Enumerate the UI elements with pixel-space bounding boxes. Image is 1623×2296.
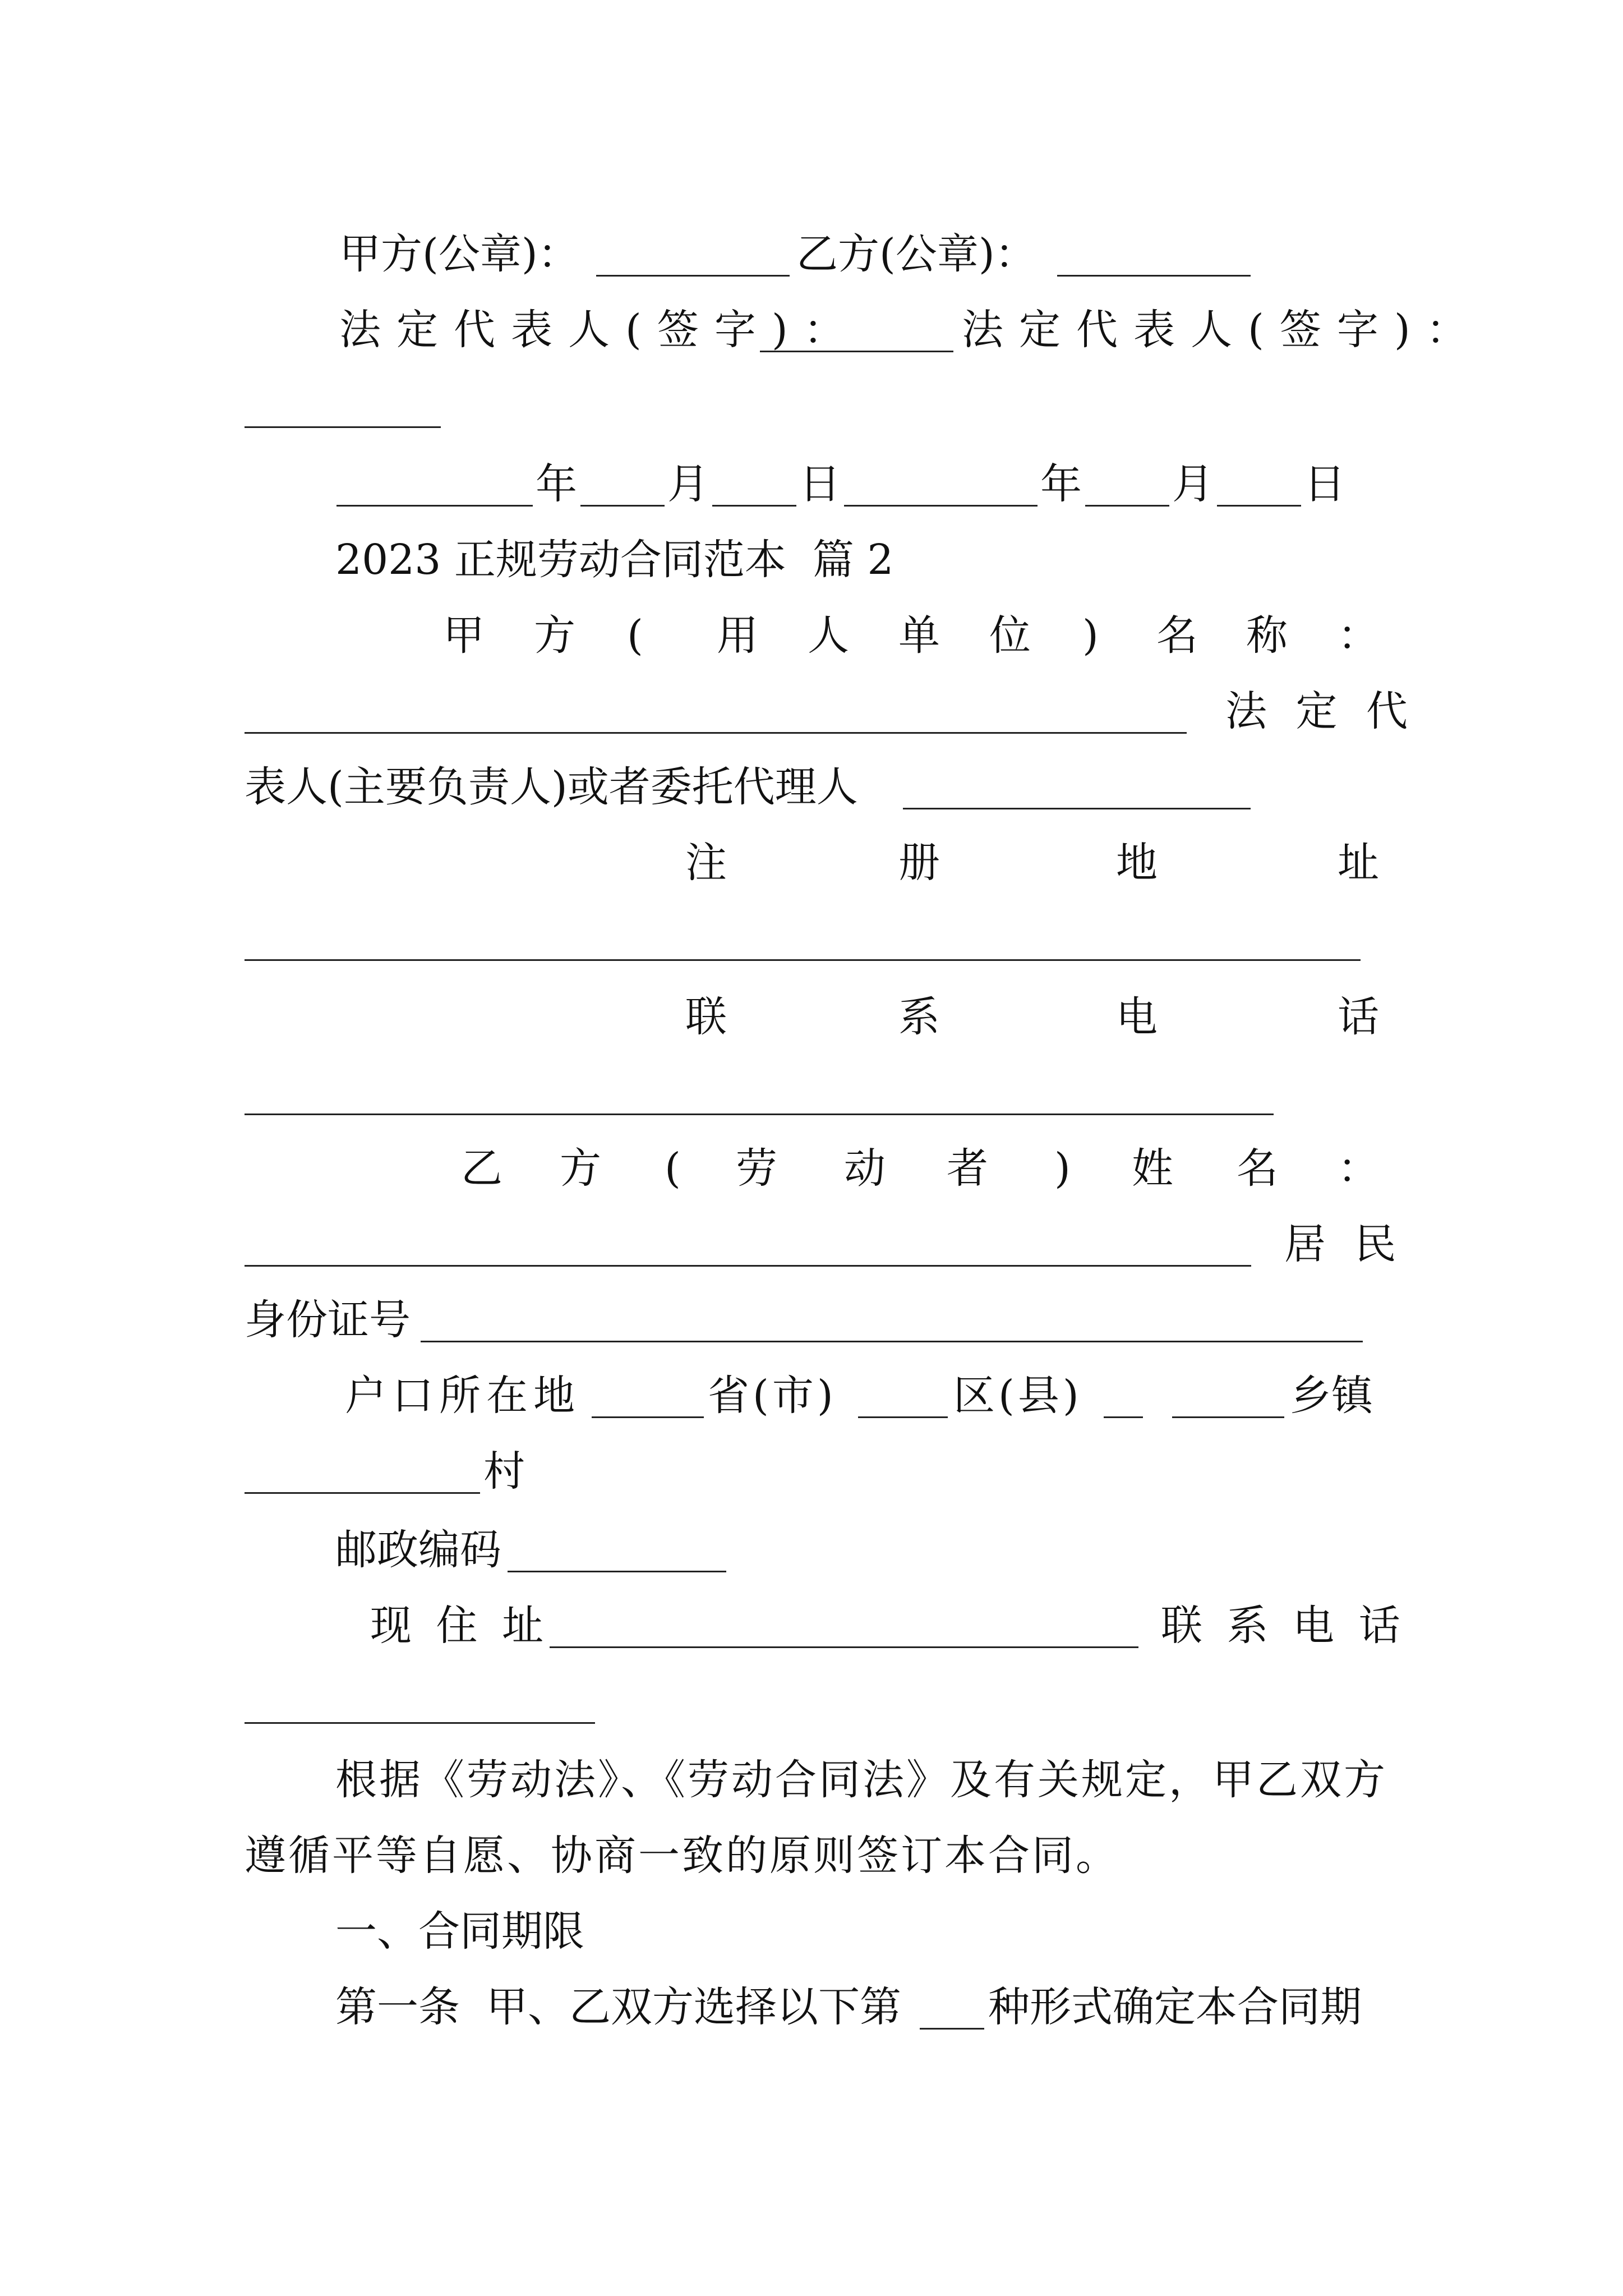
heading-line <box>0 519 1623 597</box>
legal-rep-a-blank <box>760 351 953 352</box>
address-label-char: 址 <box>1338 839 1379 887</box>
date-a-day-blank <box>712 505 796 507</box>
para1-line2 <box>0 1815 1623 1893</box>
contact-phone-label: 联 系 电 话 <box>1161 1602 1406 1650</box>
party-a-name-char: 方 <box>534 611 575 660</box>
date-b-month-blank <box>1085 505 1169 507</box>
party-b-name-char: 乙 <box>461 1144 502 1193</box>
province-label: 省(市) <box>708 1372 837 1420</box>
party-b-name-char: 动 <box>844 1144 886 1193</box>
party-a-rep-line <box>0 670 1623 749</box>
village-label: 村 <box>483 1447 525 1496</box>
date-a-month: 月 <box>667 460 709 508</box>
current-address-line <box>0 1585 1623 1663</box>
id-label-start: 居 民 <box>1284 1220 1404 1268</box>
contact-phone-blank-line <box>0 1660 1623 1739</box>
town-blank-1 <box>1104 1416 1143 1418</box>
party-a-name-char: 用 <box>717 611 758 660</box>
legal-rep-a-label: 法定代表人(签字)： <box>339 306 861 354</box>
party-a-name-char: 单 <box>898 611 940 660</box>
current-address-label: 现 住 址 <box>370 1602 550 1650</box>
party-b-name-line <box>0 1128 1623 1206</box>
date-line <box>0 443 1623 522</box>
hukou-line <box>0 1355 1623 1433</box>
address-label-char: 册 <box>898 839 940 887</box>
party-a-name-line <box>0 595 1623 673</box>
address-label-line <box>0 822 1623 900</box>
phone-label-char: 联 <box>685 993 727 1041</box>
party-a-name-char: 人 <box>808 611 849 660</box>
party-a-name-char: ( <box>627 611 643 660</box>
legal-rep-b-blank-line <box>0 365 1623 443</box>
party-b-seal-blank <box>1057 275 1251 277</box>
party-a-name-char: 甲 <box>443 611 485 660</box>
party-b-name-char: 名 <box>1237 1144 1278 1193</box>
id-blank <box>421 1341 1363 1342</box>
party-a-name-char: ： <box>1338 611 1379 660</box>
legal-rep-line <box>0 289 1623 367</box>
date-a-day: 日 <box>799 460 841 508</box>
id-label-cont: 身份证号 <box>245 1296 411 1344</box>
hukou-label: 户口所在地 <box>345 1372 580 1420</box>
date-a-year: 年 <box>536 460 577 508</box>
town-label: 乡镇 <box>1290 1372 1373 1420</box>
party-a-seal-label: 甲方(公章)： <box>339 230 579 278</box>
address-blank-line <box>0 898 1623 976</box>
village-blank <box>245 1492 480 1494</box>
district-blank <box>858 1416 948 1418</box>
postcode-label: 邮政编码 <box>335 1526 501 1574</box>
legal-rep-b-label: 法定代表人(签字)： <box>962 306 1483 354</box>
party-b-name-char: ) <box>1054 1144 1071 1193</box>
province-blank <box>592 1416 704 1418</box>
party-b-name-char: ( <box>665 1144 681 1193</box>
village-line <box>0 1430 1623 1509</box>
legal-rep-label-start: 法 定 代 <box>1225 687 1416 735</box>
address-label-char: 注 <box>685 839 727 887</box>
party-a-name-char: 名 <box>1156 611 1198 660</box>
phone-label-char: 电 <box>1116 993 1158 1041</box>
date-b-year-blank <box>844 505 1038 507</box>
phone-label-char: 话 <box>1338 993 1379 1041</box>
party-b-name-char: 方 <box>560 1144 601 1193</box>
date-a-year-blank <box>336 505 533 507</box>
legal-rep-b-blank <box>245 426 441 428</box>
current-address-blank <box>550 1646 1138 1648</box>
party-b-seal-label: 乙方(公章)： <box>796 230 1036 278</box>
legal-rep-label-cont: 表人(主要负责人)或者委托代理人 <box>245 763 858 811</box>
date-b-day: 日 <box>1304 460 1345 508</box>
party-a-name-char: ) <box>1082 611 1099 660</box>
party-b-id-cont-line <box>0 1279 1623 1358</box>
postcode-blank <box>508 1571 726 1572</box>
contact-phone-blank <box>245 1722 595 1724</box>
section-heading: 2023 正规劳动合同范本 篇 2 <box>335 536 894 584</box>
legal-rep-blank <box>903 808 1251 809</box>
town-blank-2 <box>1172 1416 1284 1418</box>
phone-label-char: 系 <box>898 993 940 1041</box>
date-a-month-blank <box>580 505 665 507</box>
party-b-id-line <box>0 1203 1623 1282</box>
para1-line1 <box>0 1739 1623 1818</box>
party-a-seal-blank <box>596 275 790 277</box>
section-title: 一、合同期限 <box>335 1907 584 1955</box>
phone-blank-line <box>0 1052 1623 1130</box>
section-1-line <box>0 1890 1623 1969</box>
phone-label-line <box>0 976 1623 1055</box>
address-blank <box>245 959 1361 961</box>
paragraph-text: 根据《劳动法》、《劳动合同法》及有关规定，甲乙双方 <box>335 1756 1387 1804</box>
party-b-name-char: 劳 <box>736 1144 777 1193</box>
party-a-name-char: 位 <box>989 611 1031 660</box>
address-label-char: 地 <box>1116 839 1158 887</box>
party-a-name-char: 称 <box>1246 611 1288 660</box>
paragraph-text: 遵循平等自愿、协商一致的原则签订本合同。 <box>245 1832 1119 1880</box>
district-label: 区(县) <box>953 1372 1082 1420</box>
phone-blank <box>245 1114 1274 1115</box>
party-b-name-blank <box>245 1265 1251 1267</box>
postcode-line <box>0 1509 1623 1588</box>
article-text: 第一条 甲、乙双方选择以下第 <box>335 1983 902 2031</box>
party-b-name-char: 姓 <box>1132 1144 1173 1193</box>
party-b-name-char: 者 <box>947 1144 988 1193</box>
article-blank <box>920 2028 984 2030</box>
party-a-rep-cont-line <box>0 746 1623 825</box>
party-a-name-blank <box>245 732 1187 734</box>
article-1-line <box>0 1966 1623 2045</box>
seal-line <box>0 213 1623 292</box>
article-text-cont: 种形式确定本合同期 <box>988 1983 1362 2031</box>
date-b-month: 月 <box>1172 460 1214 508</box>
party-b-name-char: ： <box>1338 1144 1379 1193</box>
date-b-year: 年 <box>1040 460 1082 508</box>
date-b-day-blank <box>1217 505 1301 507</box>
